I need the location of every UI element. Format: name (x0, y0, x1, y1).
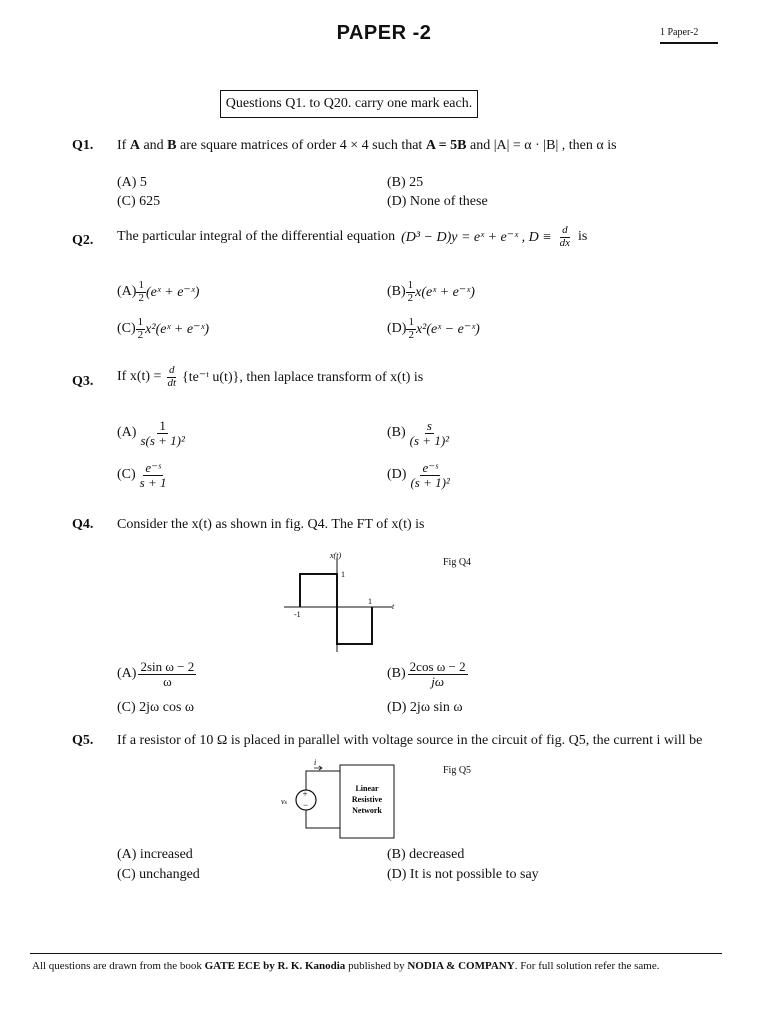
q1-option-a: (A) 5 (117, 175, 147, 190)
q2-option-a: (A) $\frac{1}{2}$ (eˣ + e⁻ˣ) (117, 279, 200, 304)
q4-option-d: (D) 2jω sin ω (387, 700, 463, 715)
q4-option-a: (A) $\frac{\text{2sin ω − 2}}{\omega}$ (117, 659, 195, 689)
page-number-rule (660, 42, 718, 44)
q5-option-b: (B) decreased (387, 847, 465, 862)
q5-network-line3: Network (352, 806, 382, 815)
q5-circuit-figure (278, 758, 403, 840)
q1-option-d: (D) None of these (387, 194, 488, 209)
q3-option-a: (A) $\frac{1}{\text{s(s + 1)²}}$ (117, 418, 185, 448)
q5-number: Q5. (72, 733, 94, 748)
q4-option-c: (C) 2jω cos ω (117, 700, 195, 715)
q5-fig-vs: vₛ (281, 797, 288, 806)
q3-stem: If x(t) = $\frac{d}{dt}$ {te⁻ᵗ u(t)}, then laplace transform of x(t) is (117, 364, 424, 389)
q1-option-b: (B) 25 (387, 175, 424, 190)
instruction-box: Questions Q1. to Q20. carry one mark each. (220, 90, 478, 118)
q4-option-b: (B) $\frac{\text{2cos ω − 2}}{j\omega}$ (387, 659, 466, 689)
q4-waveform (300, 574, 372, 644)
q5-stem: If a resistor of 10 Ω is placed in parallel with voltage source in the circuit of fig. Q5, the current i will be (117, 733, 703, 748)
q5-option-a: (A) increased (117, 847, 193, 862)
q2-number: Q2. (72, 233, 94, 248)
q5-minus-sign: − (303, 800, 309, 810)
q5-network-line1: Linear (355, 784, 379, 793)
q5-network-line2: Resistive (351, 795, 383, 804)
q1-option-c: (C) 625 (117, 194, 161, 209)
q5-fig-i: i (314, 758, 317, 767)
q4-figure-label: Fig Q4 (443, 557, 472, 568)
q2-option-d: (D) $\frac{1}{2}$ x²(eˣ − e⁻ˣ) (387, 316, 480, 341)
q4-fig-neg1: -1 (294, 610, 301, 619)
q4-waveform-figure (280, 548, 400, 656)
footer-rule (30, 953, 722, 954)
q5-figure-label: Fig Q5 (443, 765, 472, 776)
q4-fig-one-right: 1 (368, 597, 372, 606)
q5-top-wire (306, 771, 340, 790)
q2-stem: The particular integral of the differential equation (D³ − D)y = eˣ + e⁻ˣ , D ≡ $\frac{d}{dx}$ is (117, 224, 588, 249)
q4-fig-t: t (392, 602, 395, 611)
page-title: PAPER -2 (336, 22, 432, 44)
q4-fig-ylabel: x(t) (330, 551, 342, 560)
q2-option-c: (C) $\frac{1}{2}$ x²(eˣ + e⁻ˣ) (117, 316, 210, 341)
q4-stem: Consider the x(t) as shown in fig. Q4. The FT of x(t) is (117, 517, 425, 532)
q3-option-b: (B) $\frac{s}{\text{(s + 1)²}}$ (387, 418, 450, 448)
q4-fig-one-top: 1 (341, 570, 345, 579)
q5-bottom-wire (306, 810, 340, 828)
page-number: 1 Paper-2 (660, 27, 699, 38)
q3-option-d: (D) $\frac{\text{e⁻ˢ}}{\text{(s + 1)²}}$ (387, 460, 450, 490)
q2-option-b: (B) $\frac{1}{2}$ x(eˣ + e⁻ˣ) (387, 279, 475, 304)
q4-number: Q4. (72, 517, 94, 532)
q5-option-c: (C) unchanged (117, 867, 200, 882)
q1-number: Q1. (72, 138, 94, 153)
q5-plus-sign: + (302, 789, 308, 799)
q3-number: Q3. (72, 374, 94, 389)
q1-stem: If A and B are square matrices of order 4 × 4 such that A = 5B and |A| = α · |B| , then α is (117, 138, 617, 153)
q3-option-c: (C) $\frac{\text{e⁻ˢ}}{s + 1}$ (117, 460, 167, 490)
footer-text: All questions are drawn from the book GATE ECE by R. K. Kanodia published by NODIA & COMPANY. For full solution refer the same. (32, 960, 660, 972)
q5-option-d: (D) It is not possible to say (387, 867, 539, 882)
